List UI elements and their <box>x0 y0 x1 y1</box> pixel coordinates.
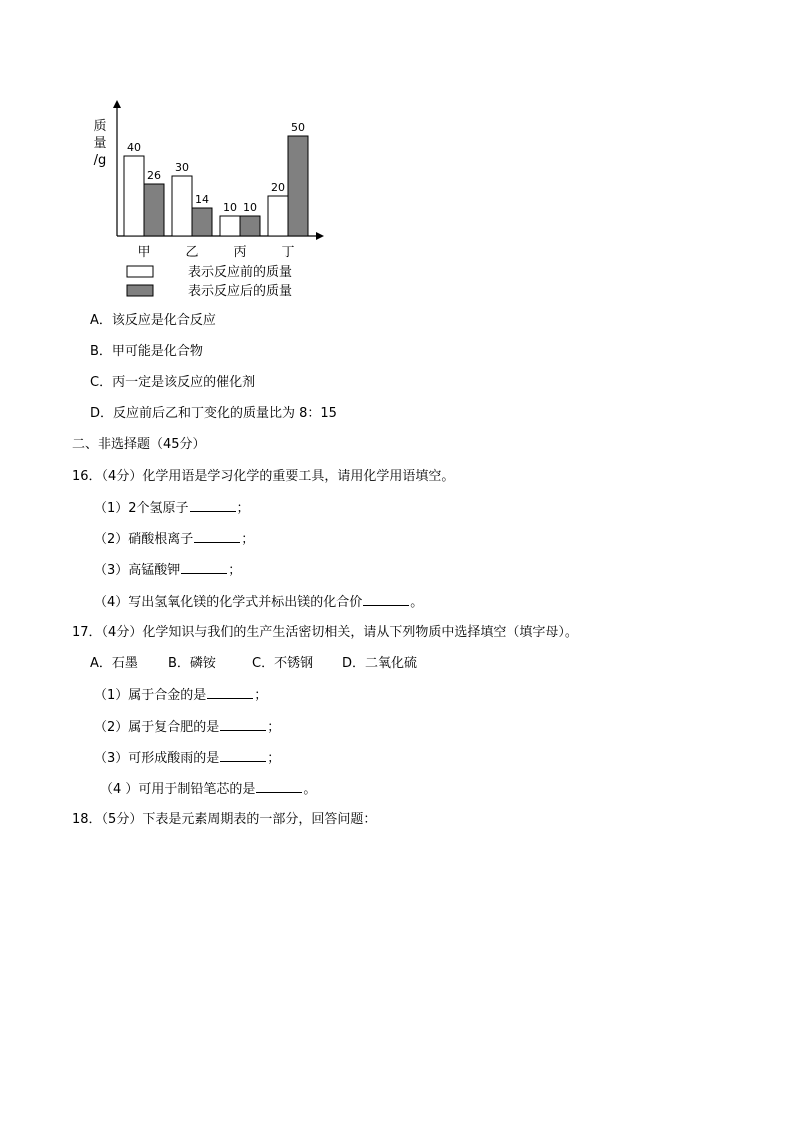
q17-option-d: D．二氧化硫 <box>342 656 418 671</box>
q15-option-a: A．该反应是化合反应 <box>90 313 216 328</box>
answer-blank[interactable] <box>220 749 266 762</box>
answer-blank[interactable] <box>207 686 253 699</box>
y-label-char: 量 <box>93 136 107 151</box>
bar-value-label: 50 <box>291 121 305 134</box>
bar-before-4 <box>268 196 288 236</box>
bar-after-4 <box>288 136 308 236</box>
y-label-char: /g <box>93 153 107 168</box>
q15-option-d: D．反应前后乙和丁变化的质量比为 8：15 <box>90 406 337 421</box>
x-tick-label: 甲 <box>137 245 151 260</box>
bar-after-1 <box>144 184 164 236</box>
y-axis-label <box>93 119 106 168</box>
q16-item-4: （4）写出氢氧化镁的化学式并标出镁的化合价 。 <box>94 595 424 610</box>
bars <box>124 121 308 236</box>
answer-blank[interactable] <box>194 530 240 543</box>
bar-after-2 <box>192 208 212 236</box>
legend-label: 表示反应后的质量 <box>188 284 293 299</box>
bar-before-2 <box>172 176 192 236</box>
q15-option-b: B．甲可能是化合物 <box>90 344 203 359</box>
q16-item-2: （2）硝酸根离子 ； <box>94 532 255 547</box>
q17-item-1: （1）属于合金的是 ； <box>94 688 268 703</box>
bar-value-label: 26 <box>147 169 161 182</box>
legend-label: 表示反应前的质量 <box>188 265 293 280</box>
x-tick-labels <box>137 245 294 260</box>
bar-before-1 <box>124 156 144 236</box>
bar-before-3 <box>220 216 240 236</box>
q16-item-1: （1）2个氢原子 ； <box>94 501 250 516</box>
bar-after-3 <box>240 216 260 236</box>
q17-option-c: C．不锈钢 <box>252 656 314 671</box>
q17-item-3: （3）可形成酸雨的是 ； <box>94 751 281 766</box>
legend-swatch <box>127 266 153 277</box>
section-title: 二、非选择题（45分） <box>72 437 206 452</box>
bar-value-label: 40 <box>127 141 141 154</box>
bar-value-label: 20 <box>271 181 285 194</box>
q16-stem: 16．（4分）化学用语是学习化学的重要工具，请用化学用语填空。 <box>72 469 455 484</box>
bar-value-label: 14 <box>195 193 209 206</box>
q17-options <box>90 655 417 673</box>
y-label-char: 质 <box>93 119 107 134</box>
x-tick-label: 乙 <box>185 245 199 260</box>
y-axis-arrow <box>113 100 121 108</box>
q17-item-2: （2）属于复合肥的是 ； <box>94 720 281 735</box>
q17-stem: 17．（4分）化学知识与我们的生产生活密切相关，请从下列物质中选择填空（填字母）。 <box>72 625 578 640</box>
x-axis-arrow <box>316 232 324 240</box>
q15-option-c: C．丙一定是该反应的催化剂 <box>90 375 256 390</box>
x-tick-label: 丁 <box>281 245 295 260</box>
answer-blank[interactable] <box>181 561 227 574</box>
q17-item-4: （4 ）可用于制铅笔芯的是 。 <box>100 782 317 797</box>
bar-value-label: 10 <box>243 201 257 214</box>
answer-blank[interactable] <box>363 593 409 606</box>
answer-blank[interactable] <box>190 499 236 512</box>
legend <box>127 264 292 299</box>
q18-stem: 18．（5分）下表是元素周期表的一部分，回答问题： <box>72 812 377 827</box>
bar-value-label: 10 <box>223 201 237 214</box>
answer-blank[interactable] <box>256 780 302 793</box>
legend-swatch <box>127 285 153 296</box>
q17-option-b: B．磷铵 <box>168 656 216 671</box>
answer-blank[interactable] <box>220 718 266 731</box>
mass-bar-chart <box>80 94 420 304</box>
q16-item-3: （3）高锰酸钾 ； <box>94 563 242 578</box>
q17-option-a: A．石墨 <box>90 656 138 671</box>
bar-value-label: 30 <box>175 161 189 174</box>
x-tick-label: 丙 <box>233 245 247 260</box>
